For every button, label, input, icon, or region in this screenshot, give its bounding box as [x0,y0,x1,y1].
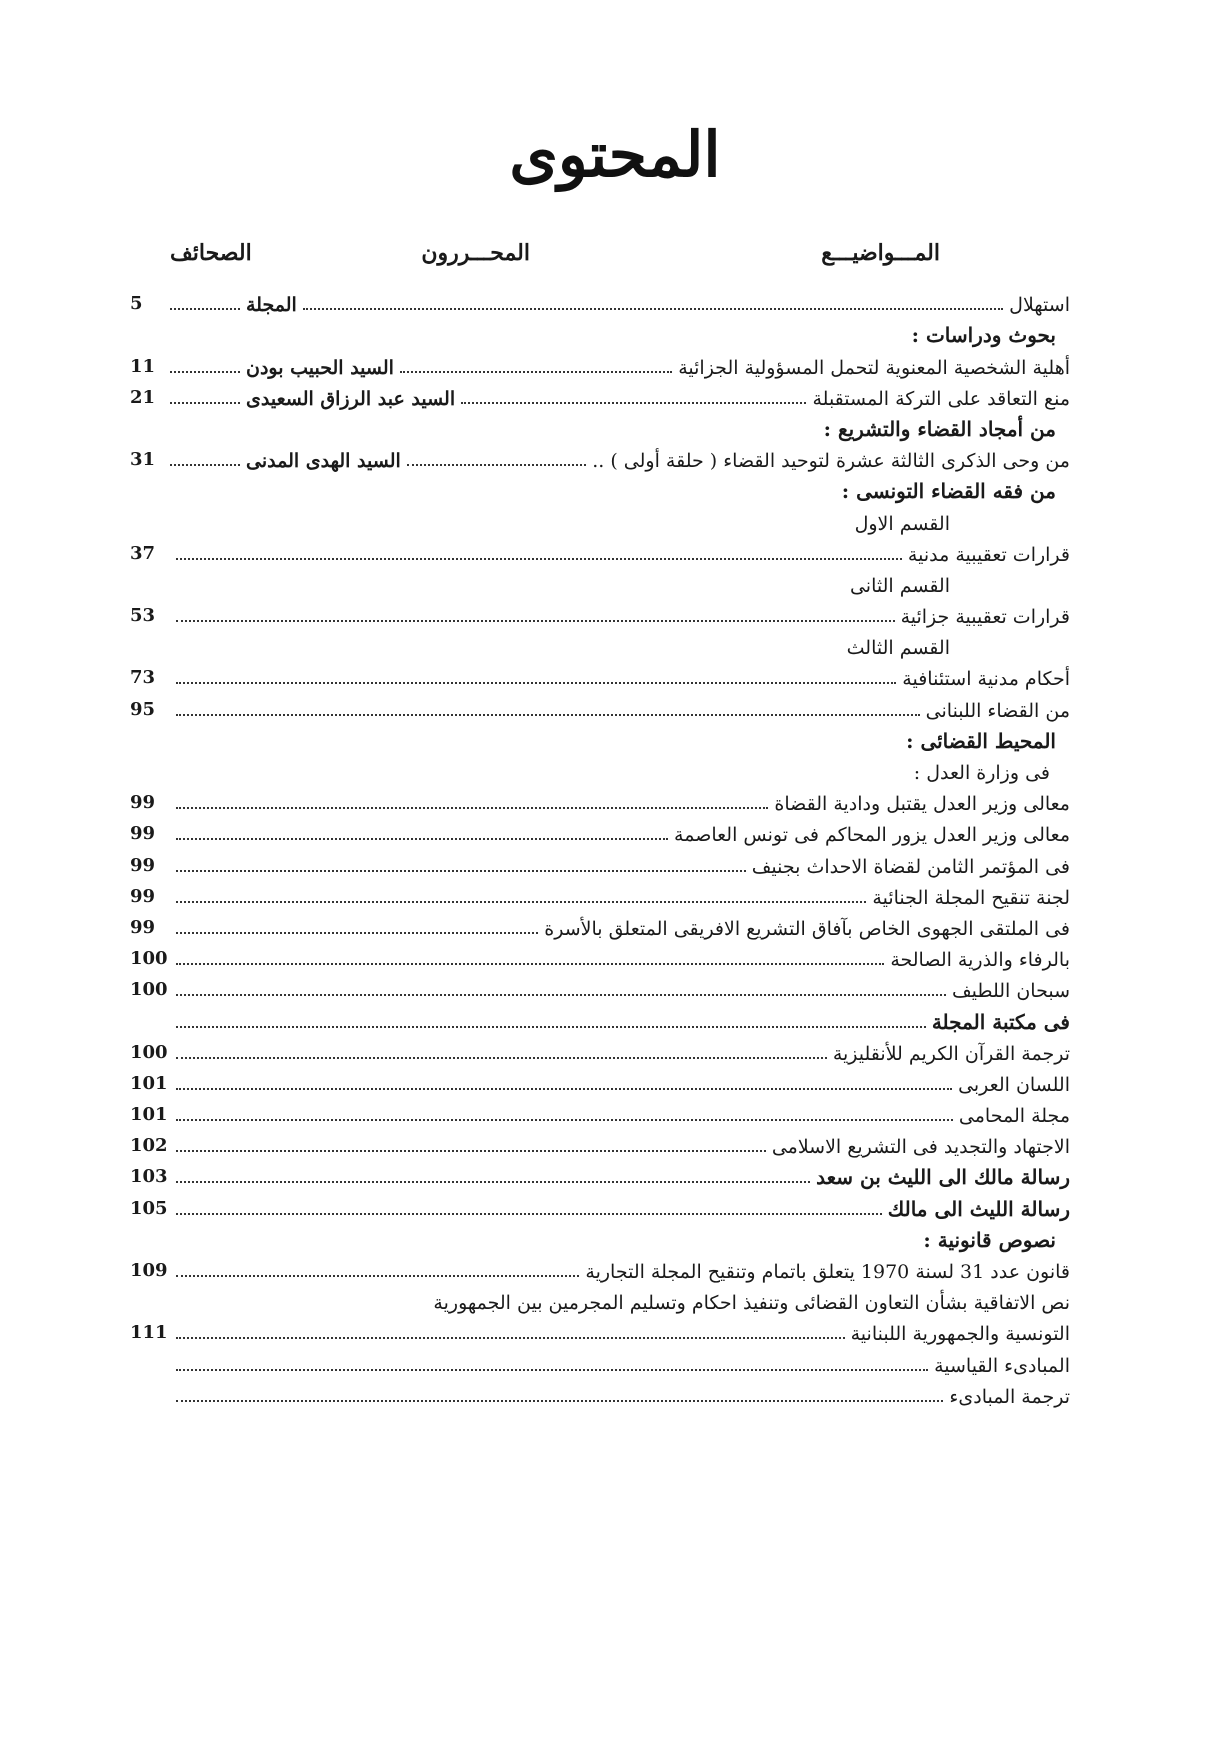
dot-leader [176,681,896,684]
toc-entry-page: 99 [130,885,156,907]
toc-entry-author: السيد عبد الرزاق السعيدى [246,387,456,410]
toc-row [170,628,1070,659]
toc-row [130,1034,1070,1065]
dot-leader [176,1212,882,1215]
toc-entry-title: قانون عدد 31 لسنة 1970 يتعلق باتمام وتنقيح المجلة التجارية [585,1261,1070,1283]
toc-row [170,1345,1070,1376]
toc-entry-title: رسالة مالك الى الليث بن سعد [816,1165,1070,1190]
toc-row [170,410,1070,441]
header-editors: المحـــررون [421,240,530,266]
header-pages: الصحائف [170,240,252,266]
dot-leader [176,1149,766,1152]
toc-row [130,597,1070,629]
dot-leader [176,993,946,996]
toc-entry-title: اللسان العربى [958,1073,1070,1096]
dot-leader [176,713,920,716]
toc-entry-page: 99 [130,916,156,938]
toc-entry-author: المجلة [246,294,297,317]
toc-entry-title: فى وزارة العدل : [913,762,1050,784]
toc-row [170,753,1070,784]
toc-entry-title: لجنة تنقيح المجلة الجنائية [872,886,1070,909]
toc-row [130,535,1070,566]
toc-entry-page: 102 [130,1135,168,1157]
toc-entry-title: سبحان اللطيف [951,980,1070,1003]
toc-row [170,503,1070,534]
toc-row [130,784,1070,816]
toc-entry-page: 37 [130,542,156,564]
toc-entry-title: الاجتهاد والتجديد فى التشريع الاسلامى [771,1136,1070,1159]
toc-entry-title: المبادىء القياسية [934,1354,1070,1377]
toc-entry-title: ترجمة المبادىء [949,1385,1070,1408]
header-topics: المـــواضيـــع [821,240,940,266]
toc-entry-title: رسالة الليث الى مالك [887,1196,1070,1221]
toc-row [130,1252,1070,1283]
toc-row [170,722,1070,753]
toc-entry-title: التونسية والجمهورية اللبنانية [850,1323,1070,1346]
dot-leader [176,837,668,840]
toc-entry-title: فى الملتقى الجهوى الخاص بآفاق التشريع الافريقى المتعلق بالأسرة [544,917,1070,940]
table-of-contents [130,285,1070,1408]
toc-row [130,690,1070,722]
dot-leader [400,370,672,373]
toc-entry-title: القسم الاول [854,512,950,535]
toc-entry-title: من القضاء اللبنانى [925,699,1070,722]
toc-entry-page: 100 [130,1041,168,1063]
dot-leader [176,1399,943,1402]
dot-leader [176,869,746,872]
dot-leader [176,806,768,809]
toc-entry-title: بالرفاء والذرية الصالحة [890,949,1070,972]
toc-row [170,1377,1070,1408]
toc-entry-title: منع التعاقد على التركة المستقبلة [812,387,1070,410]
dot-leader [176,1180,810,1183]
toc-entry-author: السيد الحبيب بودن [246,356,394,379]
toc-entry-page: 101 [130,1104,168,1126]
toc-entry-page: 99 [130,823,156,845]
toc-entry-title: من فقه القضاء التونسى : [841,479,1056,504]
toc-row [130,1189,1070,1221]
toc-row [130,379,1070,410]
dot-leader [176,1025,926,1028]
toc-entry-title: القسم الثالث [846,637,950,660]
toc-entry-title: أهلية الشخصية المعنوية لتحمل المسؤولية الجزائية [678,356,1070,379]
toc-entry-page: 100 [130,979,168,1001]
page-title: المحتوى [509,118,721,191]
toc-entry-page: 5 [130,293,143,315]
toc-row [170,472,1070,503]
toc-entry-page: 101 [130,1072,168,1094]
toc-entry-title: نص الاتفاقية بشأن التعاون القضائى وتنفيذ احكام وتسليم المجرمين بين الجمهورية [433,1292,1070,1315]
toc-row [130,441,1070,473]
toc-row [130,846,1070,878]
toc-row [130,285,1070,317]
toc-row [170,316,1070,347]
toc-entry-page: 21 [130,386,156,408]
toc-entry-title: قرارات تعقيبية مدنية [907,543,1070,566]
toc-entry-title: معالى وزير العدل يزور المحاكم فى تونس العاصمة [674,824,1070,847]
toc-row [130,909,1070,940]
toc-entry-page: 105 [130,1197,168,1219]
toc-entry-title: فى المؤتمر الثامن لقضاة الاحداث بجنيف [751,855,1070,878]
toc-row [130,971,1070,1003]
toc-row [130,815,1070,847]
toc-entry-title: معالى وزير العدل يقتبل ودادية القضاة [774,793,1070,816]
dot-leader [176,1368,928,1371]
toc-entry-title: فى مكتبة المجلة [931,1009,1070,1034]
toc-entry-page: 100 [130,948,168,970]
toc-entry-title: أحكام مدنية استئنافية [902,668,1070,691]
toc-entry-title: قرارات تعقيبية جزائية [900,606,1070,629]
dot-leader [176,1274,579,1277]
toc-entry-page: 31 [130,449,156,471]
toc-entry-title: من أمجاد القضاء والتشريع : [823,416,1056,441]
toc-entry-title: مجلة المحامى [958,1105,1070,1128]
dot-leader [176,1118,953,1121]
toc-entry-title: استهلال [1009,294,1070,317]
toc-entry-title: المحيط القضائى : [906,728,1056,753]
toc-entry-title: من وحى الذكرى الثالثة عشرة لتوحيد القضاء ( حلقة أولى ) .. [592,450,1070,473]
dot-leader [176,557,902,560]
dot-leader [176,962,884,965]
toc-entry-page: 73 [130,667,156,689]
toc-entry-page: 109 [130,1260,168,1281]
toc-row [130,1127,1070,1159]
toc-row [130,878,1070,909]
toc-row [170,566,1070,597]
toc-row [130,1314,1070,1346]
toc-entry-page: 11 [130,355,156,377]
toc-entry-title: نصوص قانونية : [923,1227,1056,1252]
dot-leader [176,900,866,903]
dot-leader [176,931,538,934]
toc-entry-page: 95 [130,698,156,720]
dot-leader [176,619,895,622]
toc-row [130,940,1070,972]
dot-leader [176,1087,952,1090]
toc-entry-page: 103 [130,1166,168,1188]
dot-leader [303,307,1003,310]
toc-entry-title: ترجمة القرآن الكريم للأنقليزية [832,1042,1070,1065]
toc-entry-page: 99 [130,854,156,876]
dot-leader [176,1056,827,1059]
dot-leader [461,401,806,404]
toc-row [170,1002,1070,1033]
toc-entry-page: 111 [130,1322,168,1344]
toc-row [130,1158,1070,1190]
toc-entry-title: القسم الثانى [849,574,950,597]
toc-row [130,659,1070,691]
dot-leader [407,463,586,466]
toc-entry-page: 53 [130,605,156,627]
dot-leader [176,1336,845,1339]
toc-row [130,347,1070,379]
toc-entry-author: السيد الهدى المدنى [246,450,401,473]
toc-entry-page: 99 [130,792,156,814]
toc-row [170,1221,1070,1252]
toc-row [170,1283,1070,1314]
toc-row [130,1065,1070,1096]
toc-row [130,1096,1070,1128]
toc-entry-title: بحوث ودراسات : [911,323,1056,348]
